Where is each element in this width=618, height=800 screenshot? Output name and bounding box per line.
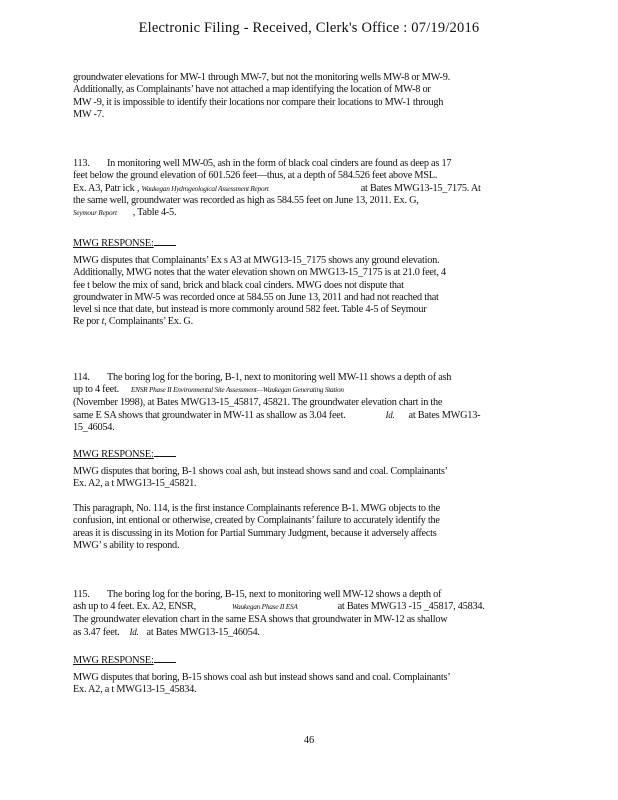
text-segment: , Table 4-5. bbox=[132, 207, 177, 219]
paragraph-number: 114. bbox=[73, 372, 90, 383]
paragraph-number: 115. bbox=[73, 589, 90, 600]
text-line: groundwater elevations for MW-1 through MW-7, but not the monitoring wells MW-8 or MW-9. bbox=[73, 72, 450, 83]
citation-id: Id. bbox=[129, 626, 139, 637]
text-line: areas it is discussing in its Motion for Partial Summary Judgment, because it adversely affects bbox=[73, 527, 437, 539]
citation-title: Waukegan Phase II ESA bbox=[231, 602, 298, 612]
text-line: The groundwater elevation chart in the same ESA shows that groundwater in MW-12 as shallow bbox=[73, 613, 448, 625]
text-line: MWG disputes that Complainants’ Ex s A3 at MWG13-15_7175 shows any ground elevation. bbox=[73, 255, 440, 266]
citation-title: Waukegan Hydrogeological Assessment Report bbox=[141, 183, 269, 193]
paragraph-115 bbox=[73, 589, 485, 639]
page-number: 46 bbox=[303, 735, 315, 746]
text-line: The boring log for the boring, B-1, next to monitoring well MW-11 shows a depth of ash bbox=[107, 372, 452, 383]
response-heading: MWG RESPONSE: bbox=[73, 237, 176, 249]
text-segment: ash up to 4 feet. Ex. A2, ENSR, bbox=[73, 601, 196, 613]
text-line: Additionally, MWG notes that the water elevation shown on MWG13-15_7175 is at 21.0 feet, 4 bbox=[73, 267, 446, 279]
text-segment: as 3.47 feet. bbox=[73, 626, 120, 638]
text-line: The boring log for the boring, B-15, next to monitoring well MW-12 shows a depth of bbox=[107, 589, 442, 600]
text-segment: Re por bbox=[73, 316, 100, 328]
response-114 bbox=[73, 466, 465, 491]
text-line: This paragraph, No. 114, is the first instance Complainants reference B-1. MWG objects to the bbox=[73, 503, 440, 514]
text-line: MWG disputes that boring, B-15 shows coal ash but instead shows sand and coal. Complainants’ bbox=[73, 672, 451, 683]
citation-title: Seymour Report bbox=[73, 208, 117, 218]
text-segment: t bbox=[101, 316, 105, 328]
filing-header: Electronic Filing - Received, Clerk's Office : 07/19/2016 bbox=[138, 20, 480, 36]
text-line: (November 1998), at Bates MWG13-15_45817, 45821. The groundwater elevation chart in the bbox=[73, 396, 443, 408]
text-line: the same well, groundwater was recorded as high as 584.55 feet on June 13, 2011. Ex. G, bbox=[73, 194, 419, 206]
text-line: level si nce that date, but instead is more commonly around 582 feet. Table 4-5 of Seymour bbox=[73, 304, 427, 316]
paragraph-114 bbox=[73, 372, 481, 434]
text-line: Ex. A2, a t MWG13-15_45821. bbox=[73, 478, 197, 490]
text-line: feet below the ground elevation of 601.526 feet—thus, at a depth of 584.526 feet above MSL. bbox=[73, 170, 438, 182]
text-segment: at Bates MWG13-15_7175. At bbox=[360, 182, 481, 194]
text-segment: up to 4 feet. bbox=[73, 384, 119, 396]
text-segment: same E SA shows that groundwater in MW-11 as shallow as 3.04 feet. bbox=[73, 409, 346, 421]
text-line: MWG’ s ability to respond. bbox=[73, 539, 180, 551]
response-114-objection bbox=[73, 503, 465, 552]
text-segment: at Bates MWG13- bbox=[408, 409, 481, 421]
paragraph-113 bbox=[73, 158, 481, 219]
text-line: MW -7. bbox=[73, 108, 104, 120]
paragraph-number: 113. bbox=[73, 158, 90, 169]
response-heading: MWG RESPONSE: bbox=[73, 448, 176, 460]
text-line: In monitoring well MW-05, ash in the form of black coal cinders are found as deep as 17 bbox=[107, 158, 452, 169]
text-segment: , Complainants’ Ex. G. bbox=[104, 316, 193, 328]
text-line: 15_46054. bbox=[73, 422, 115, 434]
text-line: groundwater in MW-5 was recorded once at 584.55 on June 13, 2011 and had not reached that bbox=[73, 291, 439, 303]
citation-id: Id. bbox=[385, 409, 395, 420]
response-113 bbox=[73, 255, 465, 329]
text-segment: at Bates MWG13 -15 _45817, 45834. bbox=[337, 601, 485, 613]
text-segment: Ex. A3, Patr ick , bbox=[73, 182, 140, 194]
text-line: Additionally, as Complainants’ have not attached a map identifying the location of MW-8 or bbox=[73, 84, 431, 96]
citation-title: ENSR Phase II Environmental Site Assessment—Waukegan Generating Station bbox=[130, 385, 344, 395]
text-line: Ex. A2, a t MWG13-15_45834. bbox=[73, 684, 197, 696]
response-115 bbox=[73, 672, 465, 697]
response-heading: MWG RESPONSE: bbox=[73, 654, 176, 666]
paragraph-continuation bbox=[73, 72, 465, 121]
text-line: confusion, int entional or otherwise, created by Complainants’ failure to accurately identify the bbox=[73, 515, 440, 527]
text-line: MWG disputes that boring, B-1 shows coal ash, but instead shows sand and coal. Complainants’ bbox=[73, 466, 448, 477]
text-line: fee t below the mix of sand, brick and black coal cinders. MWG does not dispute that bbox=[73, 279, 404, 291]
text-segment: at Bates MWG13-15_46054. bbox=[146, 626, 260, 638]
text-line: MW -9, it is impossible to identify their locations nor compare their locations to MW-1 through bbox=[73, 96, 444, 108]
